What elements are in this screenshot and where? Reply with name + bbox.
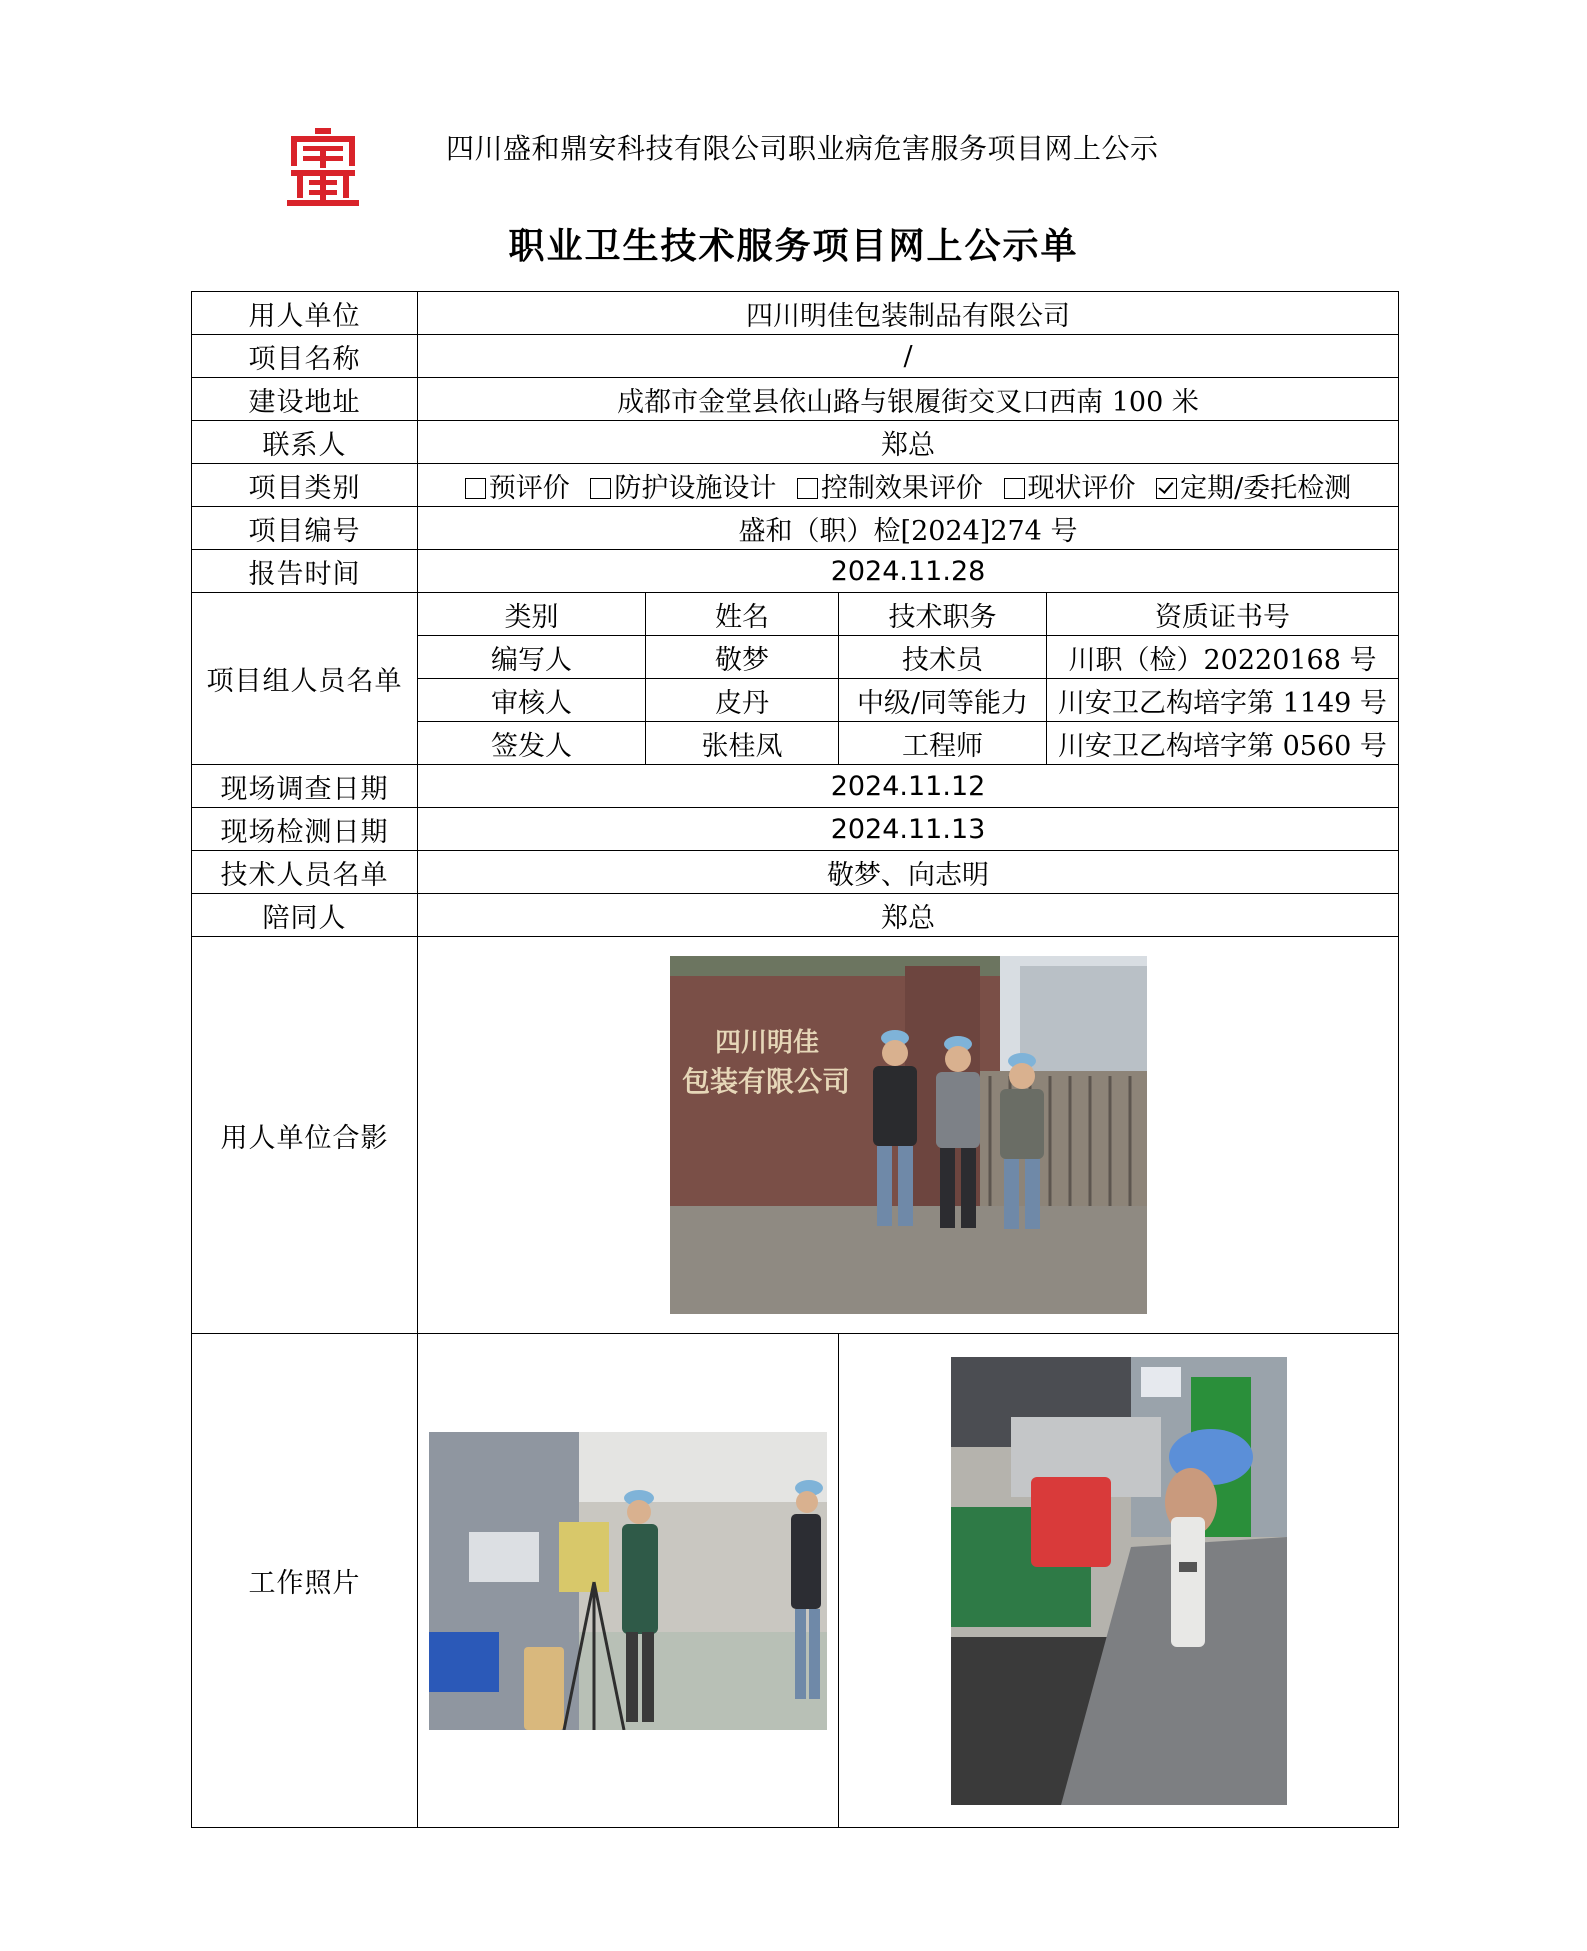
companion-value: 郑总	[418, 894, 1399, 937]
project-no-label: 项目编号	[192, 507, 418, 550]
member-title: 工程师	[839, 722, 1047, 765]
companion-label: 陪同人	[192, 894, 418, 937]
employer-value: 四川明佳包装制品有限公司	[418, 292, 1399, 335]
unchecked-box-icon	[465, 478, 486, 499]
technicians-label: 技术人员名单	[192, 851, 418, 894]
group-photo-label: 用人单位合影	[192, 937, 418, 1334]
group-photo-sign-line1: 四川明佳	[714, 1028, 819, 1058]
category-option-label: 预评价	[488, 472, 570, 504]
technicians-value: 敬梦、向志明	[418, 851, 1399, 894]
unchecked-box-icon	[1004, 478, 1025, 499]
category-option-label: 定期/委托检测	[1180, 472, 1352, 504]
member-role: 审核人	[418, 679, 646, 722]
group-photo-sign-line2: 包装有限公司	[681, 1065, 850, 1098]
team-header-role: 类别	[418, 593, 646, 636]
test-date-label: 现场检测日期	[192, 808, 418, 851]
team-header-name: 姓名	[646, 593, 839, 636]
category-label: 项目类别	[192, 464, 418, 507]
category-option-protection-design[interactable]	[590, 466, 776, 505]
address-label: 建设地址	[192, 378, 418, 421]
work-photo-cell-left	[418, 1334, 839, 1828]
survey-date-label: 现场调查日期	[192, 765, 418, 808]
unchecked-box-icon	[797, 478, 818, 499]
member-name: 张桂凤	[646, 722, 839, 765]
contact-label: 联系人	[192, 421, 418, 464]
project-name-value: /	[418, 335, 1399, 378]
checked-box-icon	[1156, 478, 1177, 499]
work-photo-sound-measurement	[951, 1357, 1287, 1805]
category-option-label: 防护设施设计	[614, 472, 777, 504]
member-name: 皮丹	[646, 679, 839, 722]
row-report-date	[192, 550, 1399, 593]
row-address	[192, 378, 1399, 421]
category-options	[418, 464, 1399, 507]
group-photo-cell	[418, 937, 1399, 1334]
work-photo-factory-floor	[429, 1432, 827, 1730]
member-role: 签发人	[418, 722, 646, 765]
work-photos-label: 工作照片	[192, 1334, 418, 1828]
category-option-control-effect[interactable]	[797, 466, 983, 505]
row-test-date	[192, 808, 1399, 851]
team-header-cert: 资质证书号	[1047, 593, 1399, 636]
team-header-title: 技术职务	[839, 593, 1047, 636]
address-value: 成都市金堂县依山路与银履街交叉口西南 100 米	[418, 378, 1399, 421]
row-contact	[192, 421, 1399, 464]
report-date-value: 2024.11.28	[418, 550, 1399, 593]
contact-value: 郑总	[418, 421, 1399, 464]
row-survey-date	[192, 765, 1399, 808]
category-option-periodic-testing[interactable]	[1156, 466, 1351, 505]
category-option-label: 现状评价	[1027, 472, 1136, 504]
member-cert: 川职（检）20220168 号	[1047, 636, 1399, 679]
publicity-form-table	[191, 291, 1399, 1828]
document-header	[287, 128, 1387, 208]
team-header-row	[192, 593, 1399, 636]
row-technicians	[192, 851, 1399, 894]
row-employer	[192, 292, 1399, 335]
category-option-pre-evaluation[interactable]	[465, 466, 570, 505]
employer-label: 用人单位	[192, 292, 418, 335]
member-title: 技术员	[839, 636, 1047, 679]
row-project-no	[192, 507, 1399, 550]
report-date-label: 报告时间	[192, 550, 418, 593]
row-companion	[192, 894, 1399, 937]
company-title: 四川盛和鼎安科技有限公司职业病危害服务项目网上公示	[446, 132, 1159, 165]
document-title: 职业卫生技术服务项目网上公示单	[508, 225, 1079, 267]
row-work-photos	[192, 1334, 1399, 1828]
row-project-name	[192, 335, 1399, 378]
unchecked-box-icon	[590, 478, 611, 499]
project-name-label: 项目名称	[192, 335, 418, 378]
test-date-value: 2024.11.13	[418, 808, 1399, 851]
group-photo	[670, 956, 1147, 1314]
team-label: 项目组人员名单	[192, 593, 418, 765]
member-role: 编写人	[418, 636, 646, 679]
category-option-status-evaluation[interactable]	[1004, 466, 1136, 505]
work-photo-cell-right	[839, 1334, 1399, 1828]
member-cert: 川安卫乙构培字第 1149 号	[1047, 679, 1399, 722]
row-group-photo	[192, 937, 1399, 1334]
project-no-value: 盛和（职）检[2024]274 号	[418, 507, 1399, 550]
member-title: 中级/同等能力	[839, 679, 1047, 722]
member-cert: 川安卫乙构培字第 0560 号	[1047, 722, 1399, 765]
row-category	[192, 464, 1399, 507]
member-name: 敬梦	[646, 636, 839, 679]
survey-date-value: 2024.11.12	[418, 765, 1399, 808]
category-option-label: 控制效果评价	[820, 472, 983, 504]
sheng-logo-icon	[287, 128, 359, 206]
